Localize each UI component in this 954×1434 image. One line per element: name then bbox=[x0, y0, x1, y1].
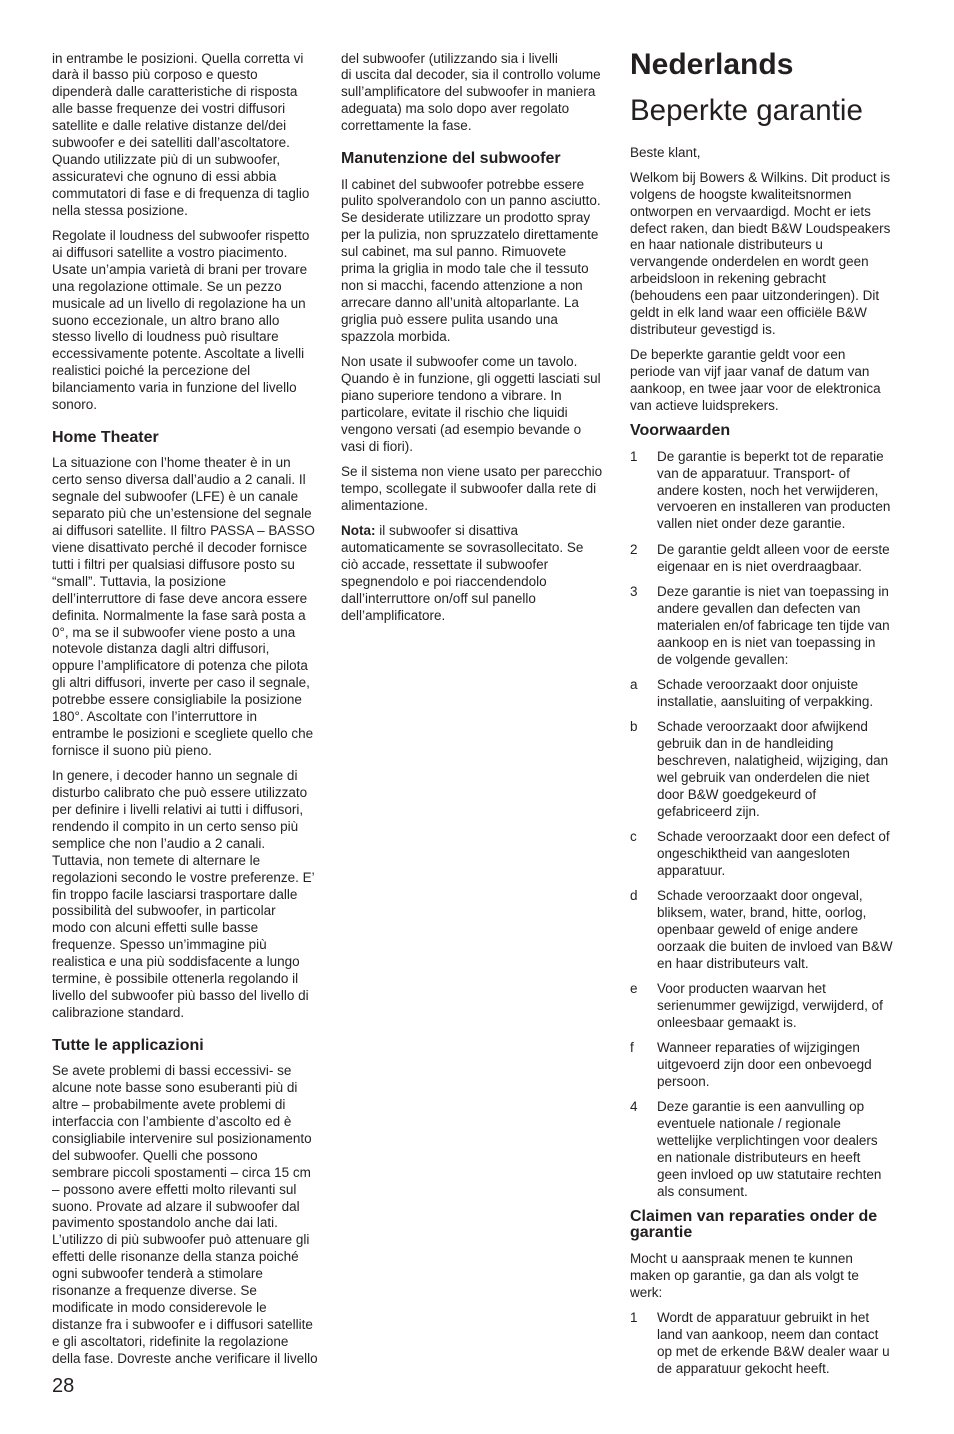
section-heading-manutenzione: Manutenzione del subwoofer bbox=[341, 150, 561, 168]
list-marker: f bbox=[630, 1039, 634, 1055]
section-heading-tutte-le-applicazioni: Tutte le applicazioni bbox=[52, 1036, 204, 1054]
list-marker: d bbox=[630, 887, 638, 903]
paragraph-continued: del subwoofer (utilizzando sia i livelli di uscita dal decoder, sia il controllo volume sull’amplificatore del subwoofer in maniera adeguata) ma solo dopo aver regolato correttamente la fase. bbox=[341, 50, 601, 134]
paragraph: Non usate il subwoofer come un tavolo. Quando è in funzione, gli oggetti lasciati sul piano superiore tendono a vibrare. In particolare, evitate il rischio che liquidi vengono versati (ad esempio bevande o vasi di fiori). bbox=[341, 354, 601, 454]
list-item bbox=[630, 888, 930, 973]
column-left bbox=[52, 51, 324, 1376]
list-marker: a bbox=[630, 676, 638, 692]
paragraph: Welkom bij Bowers & Wilkins. Dit product is volgens de hoogste kwaliteitsnormen ontworpen en vervaardigd. Mocht er iets defect raken, dan biedt B&W Loudspeakers en haar nationale distributeurs u vervangende onderdelen en wordt geen arbeidsloon in rekening gebracht (behoudens een paar uitzonderingen). Dit geldt in elk land waar een officiële B&W distributeur gevestigd is. bbox=[630, 169, 891, 337]
paragraph: Se avete problemi di bassi eccessivi- se alcune note basse sono esuberanti più di altre – probabilmente avete problemi di interfaccia con l’ambiente d’ascolto ed è consigliabile intervenire sul posizionamento del subwoofer. Quelli che possono sembrare piccoli spostamenti – circa 15 cm – possono avere effetti molto rilevanti sul suono. Provate ad alzare il subwoofer dal pavimento spostandolo anche dai lati. L’utilizzo di più subwoofer può attenuare gli effetti delle risonanze della stanza poiché ogni subwoofer tenderà a stimolare risonanze a frequenze diverse. Se modificate in modo considerevole le distanze fra i subwoofer e i diffusori satellite e gli ascoltatori, ridefinite la regolazione della fase. Dovreste anche verificare il livello bbox=[52, 1063, 318, 1366]
section-heading-home-theater: Home Theater bbox=[52, 428, 159, 446]
column-right bbox=[630, 48, 930, 1386]
list-marker: 1 bbox=[630, 448, 638, 464]
list-item bbox=[630, 584, 930, 669]
list-item-text: Schade veroorzaakt door afwijkend gebruik dan in de handleiding beschreven, nalatigheid, wijziging, dan wel gebruik van onderdelen die niet door B&W goedgekeurd of gefabriceerd zijn. bbox=[657, 719, 889, 819]
page-number: 28 bbox=[52, 1375, 75, 1397]
list-item-text: De garantie is beperkt tot de reparatie van de apparatuur. Transport- of andere kosten, noch het verwijderen, vervoeren en installeren van producten vallen niet onder deze garantie. bbox=[657, 448, 891, 532]
paragraph: In genere, i decoder hanno un segnale di disturbo calibrato che può essere utilizzato per definire i livelli relativi ai tutti i diffusori, rendendo il compito in un certo senso più semplice che non l’audio a 2 canali. Tuttavia, non temete di alternare le regolazioni secondo le vostre preferenze. E’ fin troppo facile lasciarsi trasportare dalle possibilità del subwoofer, in particolar modo con alcuni effetti sulle basse frequenze. Spesso un’immagine più realistica e una più soddisfacente a lungo termine, è possibile ottenerla regolando il livello del subwoofer più basso del livello di calibrazione standard. bbox=[52, 768, 315, 1020]
list-item-text: Schade veroorzaakt door een defect of ongeschiktheid van aangesloten apparatuur. bbox=[657, 828, 890, 878]
language-title: Nederlands bbox=[630, 48, 794, 81]
list-marker: 1 bbox=[630, 1310, 638, 1326]
section-heading-claimen: Claimen van reparaties onder de garantie bbox=[630, 1207, 878, 1242]
paragraph: Mocht u aanspraak menen te kunnen maken op garantie, ga dan als volgt te werk: bbox=[630, 1250, 859, 1300]
document-title: Beperkte garantie bbox=[630, 94, 863, 127]
paragraph: De beperkte garantie geldt voor een periode van vijf jaar vanaf de datum van aankoop, en twee jaar voor de elektronica van actieve luidsprekers. bbox=[630, 347, 881, 413]
list-item-text: Schade veroorzaakt door onjuiste installatie, aansluiting of verpakking. bbox=[657, 676, 874, 709]
list-marker: 2 bbox=[630, 541, 638, 557]
section-heading-voorwaarden: Voorwaarden bbox=[630, 422, 731, 440]
list-item bbox=[630, 829, 930, 880]
paragraph: Regolate il loudness del subwoofer rispetto ai diffusori satellite a vostro piacimento. Usate un’ampia varietà di brani per trovare una regolazione ottimale. Se un pezzo musicale ad un livello di regolazione ha un suono eccezionale, un altro brano allo stesso livello di loudness può risultare eccessivamente potente. Ascoltate a livelli realistici poiché la percezione del bilanciamento varia in funzione del livello sonoro. bbox=[52, 228, 310, 413]
list-item-text: Voor producten waarvan het serienummer gewijzigd, verwijderd, of onleesbaar gemaakt is. bbox=[657, 980, 883, 1030]
list-item bbox=[630, 449, 930, 534]
list-item bbox=[630, 677, 930, 711]
list-marker: c bbox=[630, 828, 637, 844]
note-text: il subwoofer si disattiva automaticamente se sovrasollecitato. Se ciò accade, ressettate il subwoofer spegnendolo e poi riaccendendolo dall’interruttore on/off sul panello dell’amplificatore. bbox=[341, 522, 584, 623]
paragraph: La situazione con l’home theater è in un certo senso diversa dall’audio a 2 canali. Il segnale del subwoofer (LFE) è un canale separato più che un’estensione del segnale ai diffusori satellite. Il filtro PASSA – BASSO viene disattivato perché il decoder fornisce tutti i filtri per qualsiasi diffusore posto su “small”. Tuttavia, la posizione dell’interruttore di fase deve ancora essere definita. Normalmente la fase sarà posta a 0°, ma se il subwoofer viene posto a una notevole distanza dagli altri diffusori, oppure l’amplificatore di potenza che pilota gli altri diffusori, inverte per caso il segnale, potrebbe essere consigliabile la posizione 180°. Ascoltate con l’interruttore in entrambe le posizioni e scegliete quello che fornisce il suono più pieno. bbox=[52, 455, 315, 758]
column-middle bbox=[341, 51, 613, 633]
list-item-text: Wanneer reparaties of wijzigingen uitgevoerd zijn door een onbevoegd persoon. bbox=[657, 1039, 872, 1089]
list-item-text: De garantie geldt alleen voor de eerste eigenaar en is niet overdraagbaar. bbox=[657, 541, 890, 574]
list-item-text: Deze garantie is niet van toepassing in andere gevallen dan defecten van materialen en/of fabricage ten tijde van aankoop en is niet van toepassing in de volgende gevallen: bbox=[657, 583, 890, 667]
list-item bbox=[630, 1099, 930, 1200]
salutation: Beste klant, bbox=[630, 144, 701, 160]
note-paragraph bbox=[341, 523, 613, 624]
list-marker: e bbox=[630, 980, 638, 996]
list-item bbox=[630, 1310, 930, 1378]
list-marker: 4 bbox=[630, 1099, 638, 1115]
paragraph: in entrambe le posizioni. Quella corretta vi darà il basso più corposo e questo dipenderà dalle caratteristiche di risposta alle basse frequenze dei vostri diffusori satellite e dalle relative distanze del/dei subwoofer e dei satelliti dall’ascoltatore. Quando utilizzate più di un subwoofer, assicuratevi che ognuno di essi abbia commutatori di fase e di frequenza di taglio nella stessa posizione. bbox=[52, 50, 310, 218]
list-item bbox=[630, 719, 930, 820]
paragraph: Il cabinet del subwoofer potrebbe essere pulito spolverandolo con un panno asciutto. Se desiderate utilizzare un prodotto spray per la pulizia, non spruzzatelo direttamente sul cabinet, ma sul panno. Rimuovete prima la griglia in modo tale che il tessuto non si macchi, facendo attenzione a non arrecare danno all’unità altoparlante. La griglia può essere pulita usando una spazzola morbida. bbox=[341, 176, 601, 344]
list-item bbox=[630, 981, 930, 1032]
list-item-text: Wordt de apparatuur gebruikt in het land van aankoop, neem dan contact op met de erkende B&W dealer waar u de apparatuur gekocht heeft. bbox=[657, 1310, 890, 1376]
list-marker: b bbox=[630, 719, 638, 735]
list-item bbox=[630, 1040, 930, 1091]
paragraph: Se il sistema non viene usato per parecchio tempo, scollegate il subwoofer dalla rete di alimentazione. bbox=[341, 463, 603, 513]
list-marker: 3 bbox=[630, 583, 638, 599]
list-item bbox=[630, 542, 930, 576]
list-item-text: Deze garantie is een aanvulling op eventuele nationale / regionale wettelijke verplichtingen voor dealers en nationale distributeurs en heeft geen invloed op uw statutaire rechten als consument. bbox=[657, 1099, 882, 1199]
list-item-text: Schade veroorzaakt door ongeval, bliksem, water, brand, hitte, oorlog, openbaar geweld of enige andere oorzaak die buiten de invloed van B&W en haar distributeurs valt. bbox=[657, 887, 893, 971]
note-label: Nota: bbox=[341, 522, 376, 538]
